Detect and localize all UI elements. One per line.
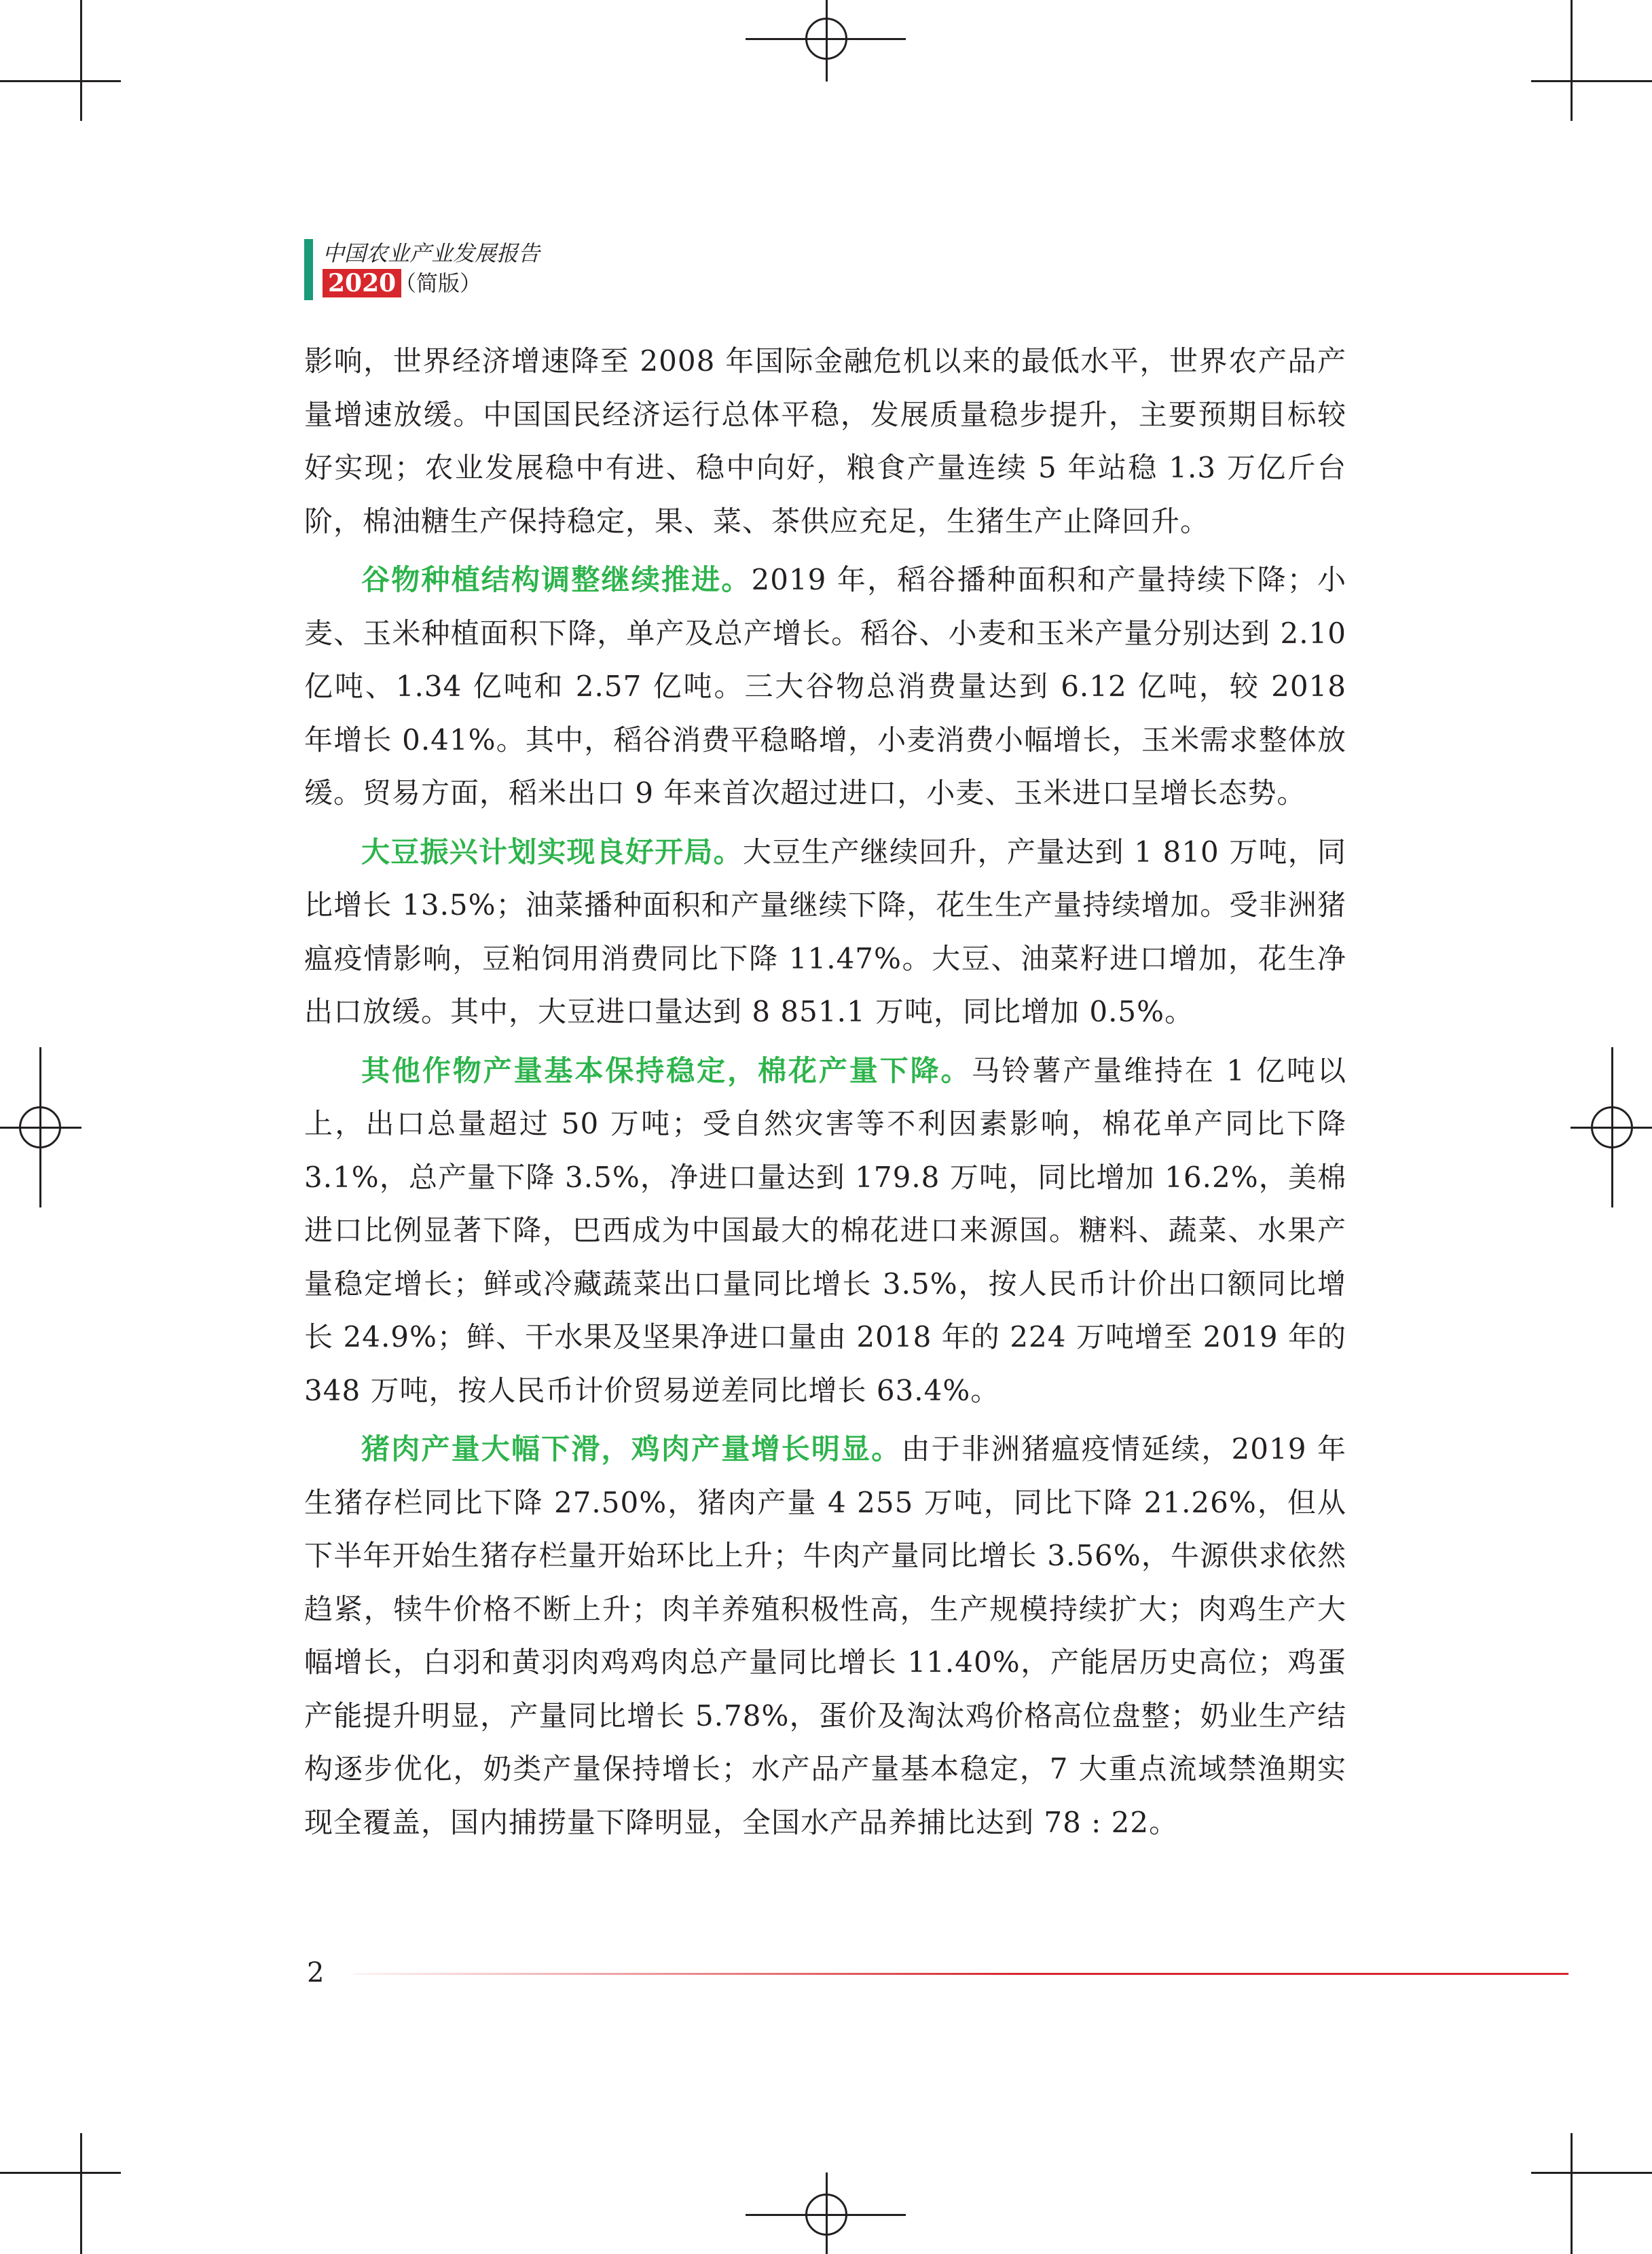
crop-mark-top-left-v — [80, 0, 82, 121]
page-number: 2 — [307, 1957, 325, 1988]
paragraph-text: 大豆生产继续回升，产量达到 1 810 万吨，同比增长 13.5%；油菜播种面积和产量继续下降，花生生产量持续增加。受非洲猪瘟疫情影响，豆粕饲用消费同比下降 11.47%。大豆、油菜籽进口增加，花生净出口放缓。其中，大豆进口量达到 8 851.1 万吨，同比增加 0.5%。 — [304, 835, 1346, 1028]
paragraph-text: 2019 年，稻谷播种面积和产量持续下降；小麦、玉米种植面积下降，单产及总产增长。稻谷、小麦和玉米产量分别达到 2.10 亿吨、1.34 亿吨和 2.57 亿吨。三大谷物总消费量达到 6.12 亿吨，较 2018 年增长 0.41%。其中，稻谷消费平稳略增，小麦消费小幅增长，玉米需求整体放缓。贸易方面，稻米出口 9 年来首次超过进口，小麦、玉米进口呈增长态势。 — [304, 563, 1346, 810]
paragraph — [304, 553, 1346, 820]
registration-mark-top-v — [826, 0, 828, 81]
paragraph-heading: 其他作物产量基本保持稳定，棉花产量下降。 — [361, 1053, 972, 1087]
registration-mark-left-v — [39, 1047, 41, 1207]
crop-mark-top-left-h — [0, 80, 121, 82]
book-title: 中国农业产业发展报告 — [323, 240, 540, 266]
paragraph — [304, 826, 1346, 1039]
footer-rule — [353, 1973, 1568, 1975]
paragraph-heading: 谷物种植结构调整继续推进。 — [361, 563, 752, 596]
registration-mark-right-v — [1611, 1047, 1613, 1207]
crop-mark-bottom-right-h — [1531, 2172, 1652, 2174]
paragraph — [304, 1044, 1346, 1418]
registration-mark-bottom-v — [826, 2173, 828, 2254]
body-text — [304, 335, 1346, 1855]
crop-mark-top-right-v — [1571, 0, 1573, 121]
paragraph-text: 马铃薯产量维持在 1 亿吨以上，出口总量超过 50 万吨；受自然灾害等不利因素影响，棉花单产同比下降 3.1%，总产量下降 3.5%，净进口量达到 179.8 万吨，同比增加 16.2%，美棉进口比例显著下降，巴西成为中国最大的棉花进口来源国。糖料、蔬菜、水果产量稳定增长；鲜或冷藏蔬菜出口量同比增长 3.5%，按人民币计价出口额同比增长 24.9%；鲜、干水果及坚果净进口量由 2018 年的 224 万吨增至 2019 年的 348 万吨，按人民币计价贸易逆差同比增长 63.4%。 — [304, 1053, 1346, 1407]
paragraph-heading: 大豆振兴计划实现良好开局。 — [361, 835, 743, 869]
header-accent-bar — [304, 239, 313, 300]
paragraph — [304, 1423, 1346, 1849]
paragraph-text: 影响，世界经济增速降至 2008 年国际金融危机以来的最低水平，世界农产品产量增速放缓。中国国民经济运行总体平稳，发展质量稳步提升，主要预期目标较好实现；农业发展稳中有进、稳中向好，粮食产量连续 5 年站稳 1.3 万亿斤台阶，棉油糖生产保持稳定，果、菜、茶供应充足，生猪生产止降回升。 — [304, 344, 1346, 538]
paragraph-heading: 猪肉产量大幅下滑，鸡肉产量增长明显。 — [361, 1432, 902, 1466]
crop-mark-bottom-left-v — [80, 2133, 82, 2254]
paragraph — [304, 335, 1346, 548]
year-badge: 2020 — [323, 269, 401, 297]
paragraph-text: 由于非洲猪瘟疫情延续，2019 年生猪存栏同比下降 27.50%，猪肉产量 4 255 万吨，同比下降 21.26%，但从下半年开始生猪存栏量开始环比上升；牛肉产量同比增长 3.56%，牛源供求依然趋紧，犊牛价格不断上升；肉羊养殖积极性高，生产规模持续扩大；肉鸡生产大幅增长，白羽和黄羽肉鸡鸡肉总产量同比增长 11.40%，产能居历史高位；鸡蛋产能提升明显，产量同比增长 5.78%，蛋价及淘汰鸡价格高位盘整；奶业生产结构逐步优化，奶类产量保持增长；水产品产量基本稳定，7 大重点流域禁渔期实现全覆盖，国内捕捞量下降明显，全国水产品养捕比达到 78 : 22。 — [304, 1432, 1346, 1839]
crop-mark-bottom-right-v — [1571, 2133, 1573, 2254]
crop-mark-bottom-left-h — [0, 2172, 121, 2174]
crop-mark-top-right-h — [1531, 80, 1652, 82]
edition-label: （简版） — [394, 270, 482, 296]
